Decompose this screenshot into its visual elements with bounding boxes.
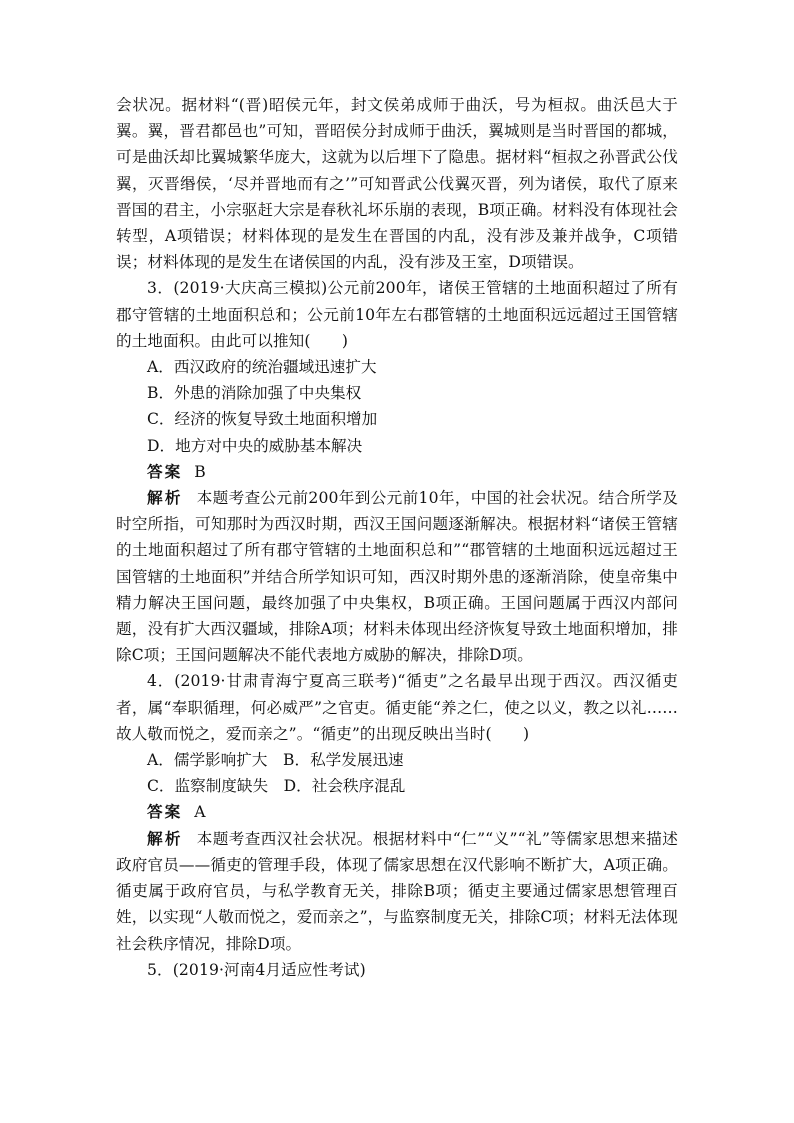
question-4-options-row-2: C．监察制度缺失 D．社会秩序混乱 bbox=[147, 777, 406, 796]
question-3-analysis bbox=[116, 485, 678, 668]
question-3-option-d: D．地方对中央的威胁基本解决 bbox=[147, 436, 363, 455]
answer-value: A bbox=[194, 803, 206, 822]
analysis-text: 本题考查西汉社会状况。根据材料中“仁”“义”“礼”等儒家思想来描述政府官员——循吏的管理手段，体现了儒家思想在汉代影响不断扩大，A项正确。循吏属于政府官员，与私学教育无关，排除B项；循吏主要通过儒家思想管理百姓，以实现“人敬而悦之，爱而亲之”，与监察制度无关，排除C项；材料无法体现社会秩序情况，排除D项。 bbox=[116, 829, 678, 953]
question-3-answer bbox=[116, 459, 678, 485]
question-4-stem: 4．(2019·甘肃青海宁夏高三联考)“循吏”之名最早出现于西汉。西汉循吏者，属“奉职循理，何必威严”之官吏。循吏能“养之仁，使之以义，教之以礼……故人敬而悦之，爱而亲之”。“循吏”的出现反映出当时( ) bbox=[116, 672, 678, 743]
question-3-option-a: A．西汉政府的统治疆域迅速扩大 bbox=[147, 358, 377, 377]
question-3-stem: 3．(2019·大庆高三模拟)公元前200年，诸侯王管辖的土地面积超过了所有郡守管辖的土地面积总和；公元前10年左右郡管辖的土地面积远远超过王国管辖的土地面积。由此可以推知( ) bbox=[116, 279, 678, 350]
question-3-option-c: C．经济的恢复导致土地面积增加 bbox=[147, 410, 378, 429]
analysis-text: 本题考查公元前200年到公元前10年，中国的社会状况。结合所学及时空所指，可知那时为西汉时期，西汉王国问题逐渐解决。根据材料“诸侯王管辖的土地面积超过了所有郡守管辖的土地面积总和”“郡管辖的土地面积远远超过王国管辖的土地面积”并结合所学知识可知，西汉时期外患的逐渐消除，使皇帝集中精力解决王国问题，最终加强了中央集权，B项正确。王国问题属于西汉内部问题，没有扩大西汉疆域，排除A项；材料未体现出经济恢复导致土地面积增加，排除C项；王国问题解决不能代表地方威胁的解决，排除D项。 bbox=[116, 489, 678, 665]
analysis-label: 解析 bbox=[147, 828, 183, 848]
previous-analysis-continuation: 会状况。据材料“(晋)昭侯元年，封文侯弟成师于曲沃，号为桓叔。曲沃邑大于翼。翼，晋君都邑也”可知，晋昭侯分封成师于曲沃，翼城则是当时晋国的都城，可是曲沃却比翼城繁华庞大，这就为以后埋下了隐患。据材料“桓叔之孙晋武公伐翼，灭晋缗侯，‘尽并晋地而有之’”可知晋武公伐翼灭晋，列为诸侯，取代了原来晋国的君主，小宗驱赶大宗是春秋礼坏乐崩的表现，B项正确。材料没有体现社会转型，A项错误；材料体现的是发生在晋国的内乱，没有涉及兼并战争，C项错误；材料体现的是发生在诸侯国的内乱，没有涉及王室，D项错误。 bbox=[116, 96, 678, 272]
question-4-analysis bbox=[116, 826, 678, 957]
question-5-stem: 5．(2019·河南4月适应性考试) bbox=[147, 960, 366, 979]
analysis-label: 解析 bbox=[147, 488, 183, 508]
question-4-options-row-1: A．儒学影响扩大 B．私学发展迅速 bbox=[147, 751, 404, 770]
question-3-option-b: B．外患的消除加强了中央集权 bbox=[147, 384, 362, 403]
answer-value: B bbox=[194, 462, 206, 481]
question-4-answer bbox=[116, 799, 678, 825]
answer-label: 答案 bbox=[147, 461, 183, 481]
answer-label: 答案 bbox=[147, 802, 183, 822]
